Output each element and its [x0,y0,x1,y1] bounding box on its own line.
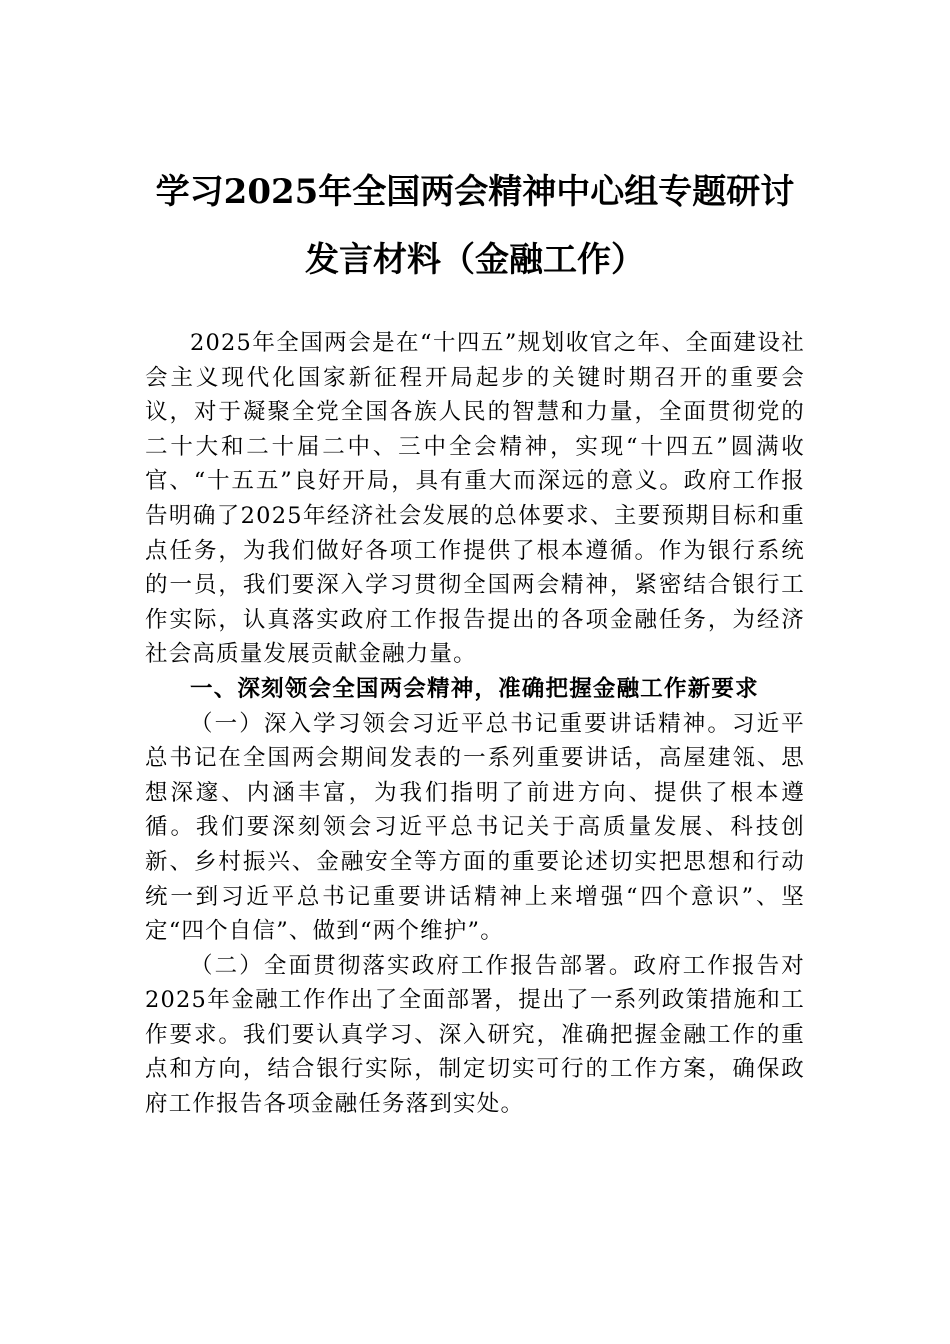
subsection-1-paragraph [145,707,805,949]
subsection-2-text: 政府工作报告对2025年金融工作作出了全面部署，提出了一系列政策措施和工作要求。我们要认真学习、深入研究，准确把握金融工作的重点和方向，结合银行实际，制定切实可行的工作方案，确保政府工作报告各项金融任务落到实处。 [145,952,805,1118]
title-line-2: 发言材料（金融工作） [305,240,645,280]
title-line-1: 学习2025年全国两会精神中心组专题研讨 [155,172,795,212]
section-1-heading: 一、深刻领会全国两会精神，准确把握金融工作新要求 [190,675,759,702]
document-body [145,326,805,1122]
subsection-2-title: （二）全面贯彻落实政府工作报告部署。 [190,952,634,979]
subsection-1-title: （一）深入学习领会习近平总书记重要讲话精神。 [190,710,733,737]
document-title [0,158,950,294]
intro-paragraph: 2025年全国两会是在“十四五”规划收官之年、全面建设社会主义现代化国家新征程开局起步的关键时期召开的重要会议，对于凝聚全党全国各族人民的智慧和力量，全面贯彻党的二十大和二十届二中、三中全会精神，实现“十四五”圆满收官、“十五五”良好开局，具有重大而深远的意义。政府工作报告明确了2025年经济社会发展的总体要求、主要预期目标和重点任务，为我们做好各项工作提供了根本遵循。作为银行系统的一员，我们要深入学习贯彻全国两会精神，紧密结合银行工作实际，认真落实政府工作报告提出的各项金融任务，为经济社会高质量发展贡献金融力量。 [145,330,805,668]
subsection-1-text: 习近平总书记在全国两会期间发表的一系列重要讲话，高屋建瓴、思想深邃、内涵丰富，为我们指明了前进方向、提供了根本遵循。我们要深刻领会习近平总书记关于高质量发展、科技创新、乡村振兴、金融安全等方面的重要论述切实把思想和行动统一到习近平总书记重要讲话精神上来增强“四个意识”、坚定“四个自信”、做到“两个维护”。 [145,710,805,945]
subsection-2-paragraph [145,949,805,1122]
